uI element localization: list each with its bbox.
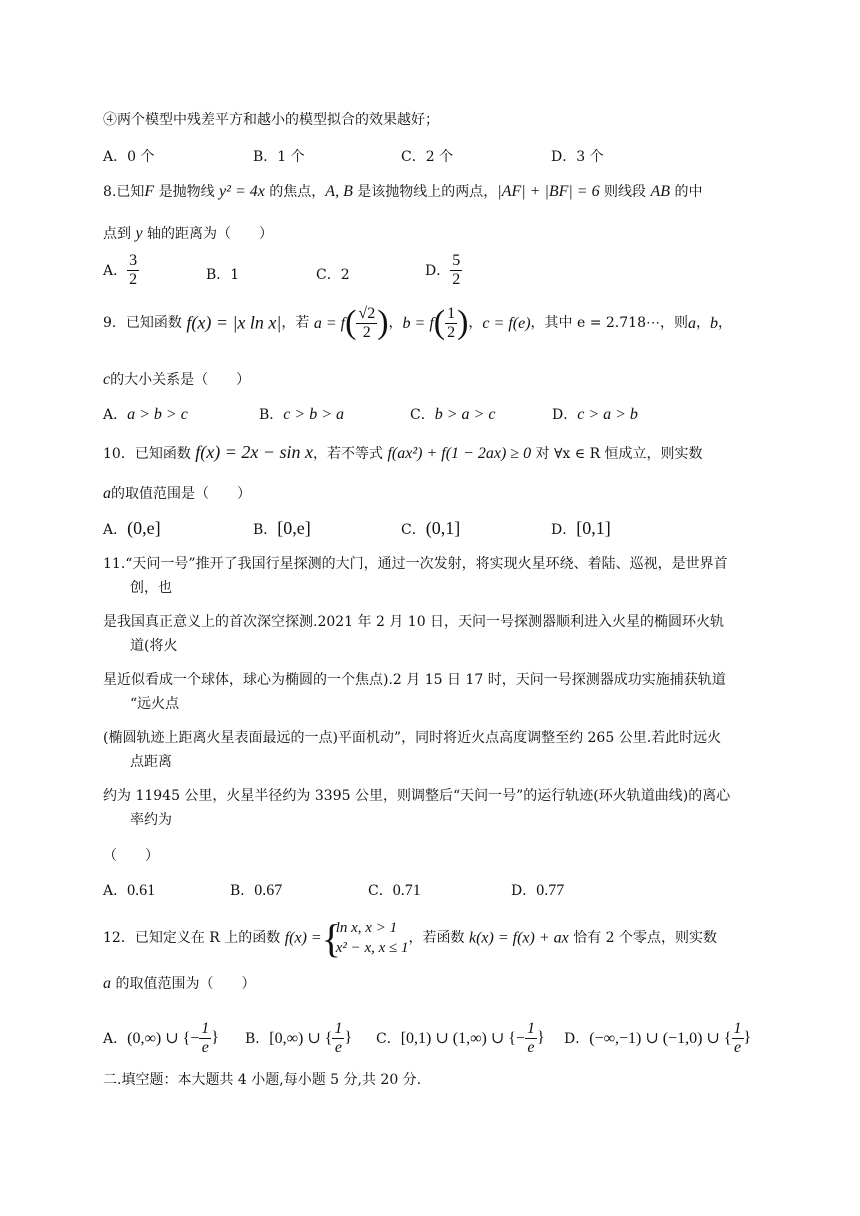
- q10-option-d: D．[0,1]: [551, 518, 611, 538]
- q11-option-a: A．0.61: [103, 882, 156, 899]
- q12-option-a: A．(0,∞) ∪ {− $\frac{1}{e}$ }: [103, 1020, 219, 1056]
- q11-line4-wrap: 点距离: [130, 754, 172, 770]
- q8-option-b: B．1: [206, 267, 240, 283]
- section-2-heading: 二.填空题：本大题共 4 小题,每小题 5 分,共 20 分.: [103, 1072, 422, 1088]
- q11-line1: 11.“天问一号”推开了我国行星探测的大门，通过一次发射，将实现火星环绕、着陆、巡视，是世界首: [103, 556, 728, 572]
- q7-option-a: A．0 个: [103, 149, 155, 165]
- q9-option-d: D．c > a > b: [552, 406, 638, 423]
- q8-option-a: A． $\frac{3}{2}$: [103, 252, 138, 288]
- q11-line6: （ ）: [103, 848, 159, 864]
- q12-option-d: D．(−∞,−1) ∪ (−1,0) ∪ { $\frac{1}{e}$ }: [564, 1020, 752, 1056]
- q7-option-b: B．1 个: [253, 149, 305, 165]
- q8-stem-line1: 8.已知F 是抛物线 y² = 4x 的焦点，A, B 是该抛物线上的两点，|AF| + |BF| = 6 则线段 AB 的中: [103, 183, 703, 200]
- q8-stem-line2: 点到 y 轴的距离为（ ）: [103, 225, 274, 242]
- q11-line5-wrap: 率约为: [130, 812, 172, 828]
- q11-line4: (椭圆轨迹上距离火星表面最远的一点)平面机动”，同时将近火点高度调整至约 265 公里.若此时远火: [103, 730, 722, 746]
- q9-option-a: A．a > b > c: [103, 406, 188, 423]
- q10-stem-line2: a的取值范围是（ ）: [103, 485, 251, 502]
- q12-option-c: C．[0,1) ∪ (1,∞) ∪ {− $\frac{1}{e}$ }: [376, 1020, 545, 1056]
- q11-line2-wrap: 道(将火: [130, 638, 178, 654]
- statement-4-text: ④两个模型中残差平方和越小的模型拟合的效果越好；: [103, 112, 439, 128]
- q9-option-c: C．b > a > c: [410, 406, 496, 423]
- q11-line3: 星近似看成一个球体，球心为椭圆的一个焦点).2 月 15 日 17 时，天问一号探测器成功实施捕获轨道: [103, 672, 726, 688]
- q11-line2: 是我国真正意义上的首次深空探测.2021 年 2 月 10 日，天问一号探测器顺利进入火星的椭圆环火轨: [103, 614, 725, 630]
- q11-line1-wrap: 创，也: [130, 580, 172, 596]
- q12-piecewise: { ln x, x > 1 x² − x, x ≤ 1: [322, 918, 409, 959]
- q7-option-c: C．2 个: [401, 149, 454, 165]
- q9-stem-line1: 9．已知函数 f(x) = |x ln x|，若 a = f( $\frac{√2}{2}$ )，b = f( $\frac{1}{2}$ )，c = f(e)，其中 e = 2.718⋯，则a，b，: [103, 304, 732, 341]
- q12-stem-line1: 12．已知定义在 R 上的函数 f(x) = { ln x, x > 1 x² − x, x ≤ 1 ，若函数 k(x) = f(x) + ax 恰有 2 个零点，则实数: [103, 918, 717, 959]
- q10-option-a: A．(0,e]: [103, 518, 161, 538]
- q9-option-b: B．c > b > a: [259, 406, 344, 423]
- q9-stem-line2: c的大小关系是（ ）: [103, 371, 251, 388]
- q12-option-b: B．[0,∞) ∪ { $\frac{1}{e}$ }: [245, 1020, 353, 1056]
- q11-line3-wrap: “远火点: [130, 696, 180, 712]
- q8-option-c: C．2: [316, 267, 350, 283]
- q7-option-d: D．3 个: [551, 149, 604, 165]
- statement-4: [103, 112, 439, 129]
- q12-stem-line2: a 的取值范围为（ ）: [103, 975, 256, 992]
- q11-option-d: D．0.77: [511, 882, 565, 899]
- q11-option-b: B．0.67: [230, 882, 283, 899]
- q10-option-c: C．(0,1]: [401, 518, 461, 538]
- q10-stem-line1: 10．已知函数 f(x) = 2x − sin x，若不等式 f(ax²) + f(1 − 2ax) ≥ 0 对 ∀x ∈ R 恒成立，则实数: [103, 442, 703, 462]
- q10-option-b: B．[0,e]: [253, 518, 311, 538]
- q11-option-c: C．0.71: [368, 882, 421, 899]
- q11-line5: 约为 11945 公里，火星半径约为 3395 公里，则调整后“天问一号”的运行轨迹(环火轨道曲线)的离心: [103, 788, 731, 804]
- q8-option-d: D． $\frac{5}{2}$: [425, 252, 461, 288]
